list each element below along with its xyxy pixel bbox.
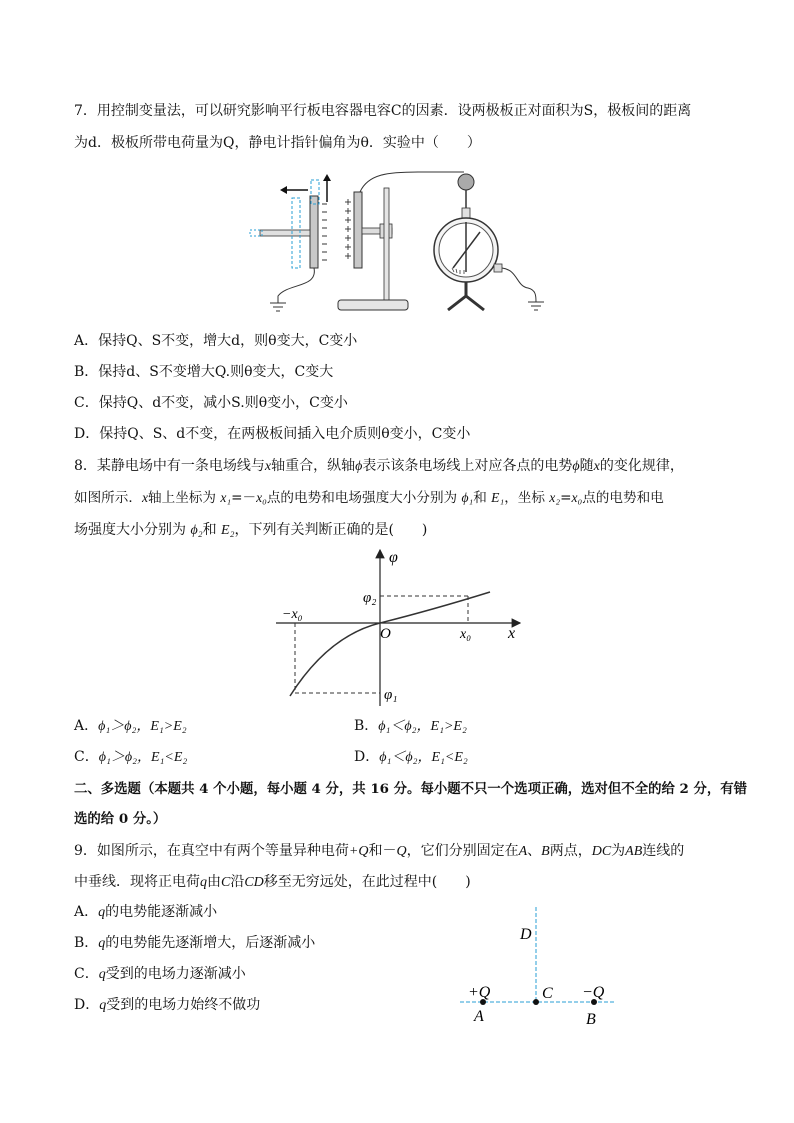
x-axis-label: x [508,625,516,642]
plate-handle [260,230,310,236]
connecting-wire [360,172,464,192]
left-arrow-head [280,186,287,194]
electroscope-ball [458,174,474,190]
y-axis-label: φ [389,549,398,566]
stand-pole [384,188,389,300]
q9-stem-line2: 中垂线．现将正电荷q由C沿CD移至无穷远处，在此过程中( ) [74,874,471,890]
q7-option-a: A．保持Q、S不变，增大d，则θ变大，C变小 [74,333,358,349]
q7-option-b: B．保持d、S不变增大Q.则θ变大，C变大 [74,364,334,380]
ground-wire-right [502,268,536,302]
q9-stem-line1: 9．如图所示，在真空中有两个等量异种电荷+Q和－Q，它们分别固定在A、B两点，DC为AB连线的 [74,843,685,859]
phi-curve [290,592,490,696]
q7-option-c: C．保持Q、d不变，减小S.则θ变小，C变小 [74,395,348,411]
q7-stem-line1: 7．用控制变量法，可以研究影响平行板电容器电容C的因素．设两极板正对面积为S，极板间的距离 [74,103,692,119]
movable-plate [310,196,318,268]
label-d: D [520,926,532,943]
label-minus-q: −Q [582,984,605,1001]
q7-stem-line2: 为d．极板所带电荷量为Q，静电计指针偏角为θ．实验中（ ） [74,135,481,151]
capacitor-electroscope-figure [248,168,548,323]
q9-option-b: B．q的电势能先逐渐增大，后逐渐减小 [74,935,316,951]
ground-wire-left [278,268,314,303]
q9-option-a: A．q的电势能逐渐减小 [74,904,218,920]
point-c-dot [533,999,539,1005]
label-b: B [586,1011,596,1028]
phi-x-graph [268,546,528,711]
positive-charges [345,199,351,259]
q7-option-d: D．保持Q、S、d不变，在两极板间插入电介质则θ变小，C变小 [74,426,471,442]
label-plus-q: +Q [468,984,491,1001]
q8-stem-line2: 如图所示．x轴上坐标为 x₁=－x₀点的电势和电场强度大小分别为 ϕ₁和 E₁，坐标 x₂=x₀点的电势和电 [74,490,664,506]
q9-option-c: C．q受到的电场力逐渐减小 [74,966,246,982]
q8-stem-line1: 8．某静电场中有一条电场线与x轴重合，纵轴ϕ表示该条电场线上对应各点的电势ϕ随x的变化规律， [74,458,684,474]
q8-option-b: B．ϕ₁＜ϕ₂，E₁>E₂ [354,718,467,734]
fixed-plate [354,192,362,268]
stand-base [338,300,408,310]
phi1-label: φ₁ [384,687,398,703]
label-c: C [542,985,553,1002]
label-a: A [474,1008,484,1025]
section2-heading-line1: 二、多选题（本题共 4 个小题，每小题 4 分，共 16 分。每小题不只一个选项正确，选对但不全的给 2 分，有错 [74,781,748,797]
x0-label: x₀ [460,627,472,642]
q8-option-a: A．ϕ₁＞ϕ₂，E₁>E₂ [74,718,187,734]
ground-symbol-left [270,303,286,311]
neg-x0-label: −x₀ [282,607,303,622]
electroscope-foot [448,282,484,310]
q9-option-d: D．q受到的电场力始终不做功 [74,997,261,1013]
negative-charges [322,204,327,260]
origin-label: O [380,626,391,642]
ground-symbol-right [528,302,544,310]
q8-option-c: C．ϕ₁＞ϕ₂，E₁<E₂ [74,749,188,765]
charges-figure [440,905,620,1030]
up-arrow-head [323,174,331,181]
section2-heading-line2: 选的给 0 分。） [74,811,167,827]
q8-option-d: D．ϕ₁＜ϕ₂，E₁<E₂ [354,749,468,765]
q8-stem-line3: 场强度大小分别为 ϕ₂和 E₂，下列有关判断正确的是( ) [74,522,428,538]
electroscope-terminal [494,264,502,272]
phi2-label: φ₂ [363,590,377,606]
